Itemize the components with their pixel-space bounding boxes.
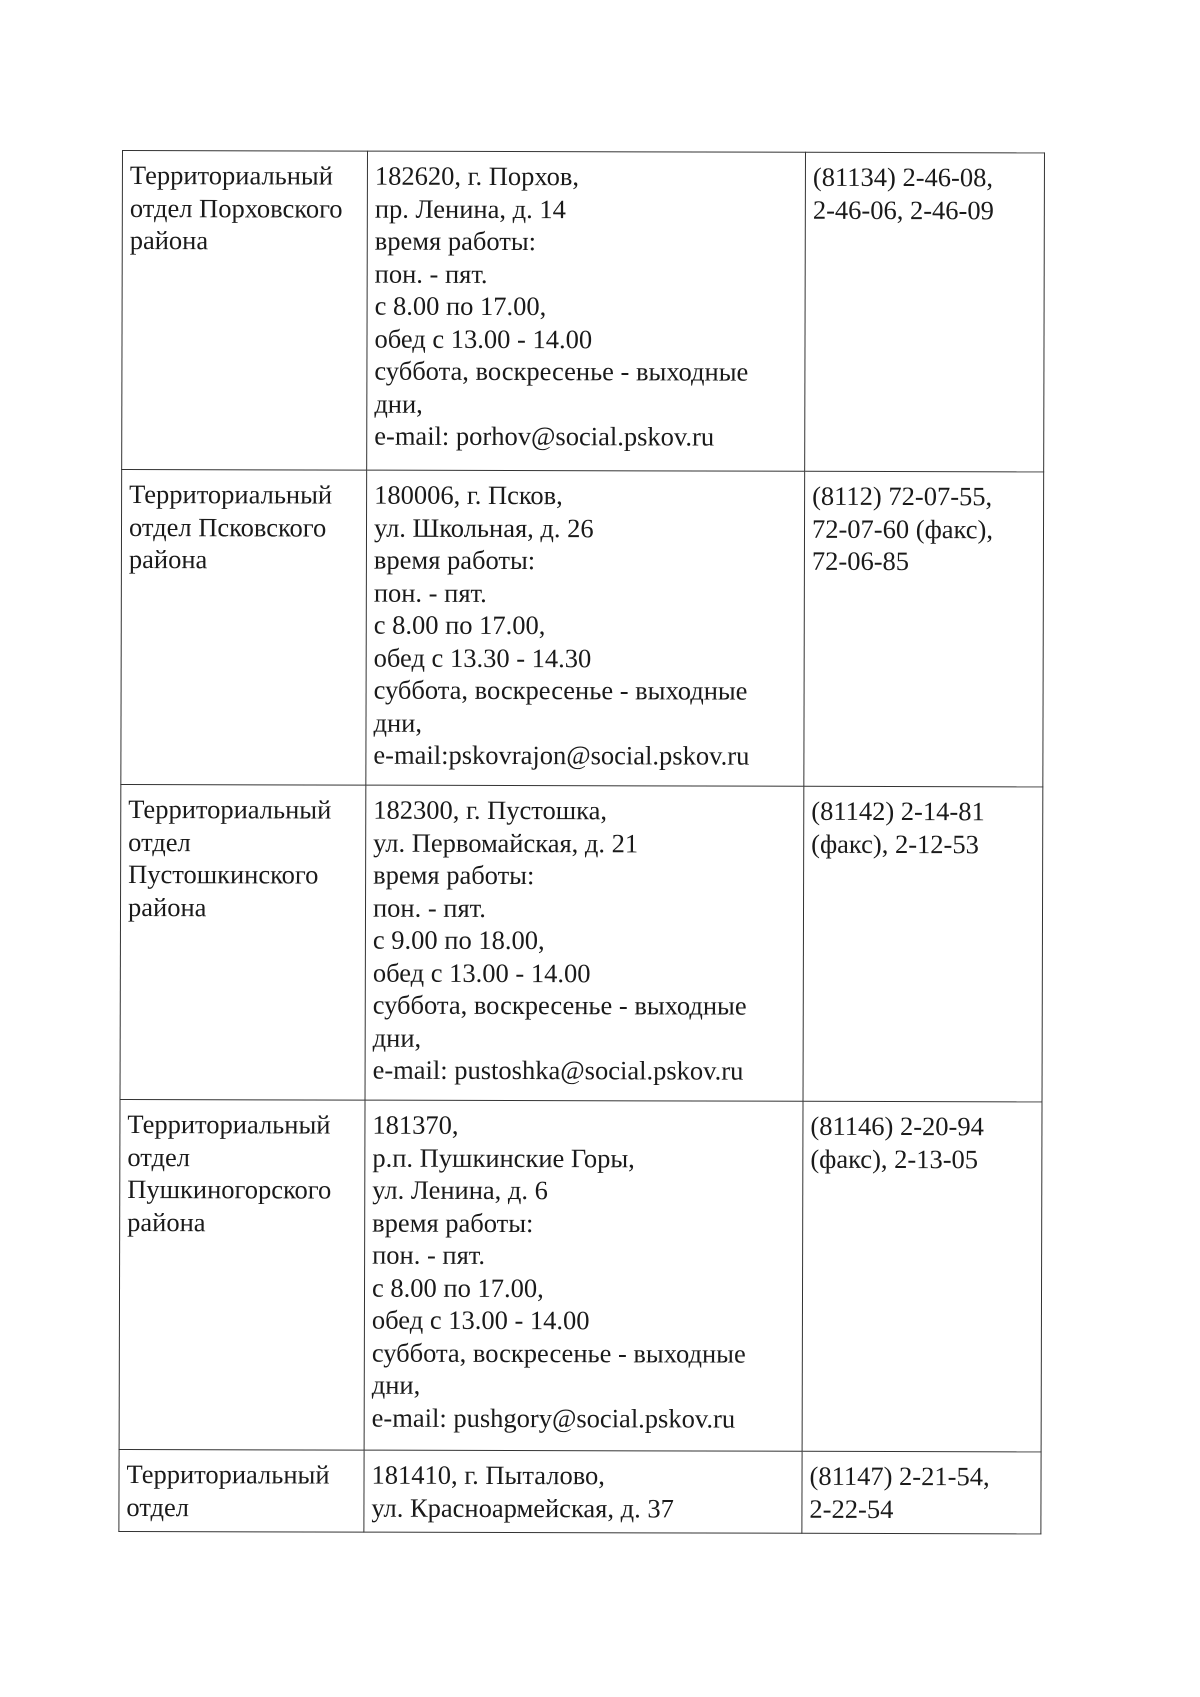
phone-line: (81134) 2-46-08, — [812, 161, 994, 193]
phone-line: 72-07-60 (факс), — [811, 513, 994, 544]
address-line: суббота, воскресенье - выходные — [373, 674, 748, 706]
office-name-line: отдел — [127, 1141, 191, 1172]
address-line: обед с 13.00 - 14.00 — [371, 1304, 590, 1336]
office-name-line: Пушкиногорского — [127, 1174, 332, 1205]
office-name-cell — [119, 1449, 364, 1532]
address-line: обед с 13.00 - 14.00 — [372, 957, 591, 988]
table-row — [119, 1449, 1041, 1533]
office-name-line: отдел — [126, 1491, 190, 1522]
address-line: пон. - пят. — [372, 1239, 486, 1270]
office-phone-cell — [803, 786, 1043, 1102]
phone-line: (81147) 2-21-54, — [809, 1460, 990, 1492]
phone-line: 2-22-54 — [809, 1493, 894, 1524]
phone-line: (8112) 72-07-55, — [812, 480, 993, 512]
office-address-cell — [366, 470, 805, 786]
office-name-cell — [122, 151, 368, 471]
office-name-line: Территориальный — [129, 160, 333, 191]
address-line: 182300, г. Пустошка, — [373, 794, 608, 826]
address-line: суббота, воскресенье - выходные — [374, 355, 749, 387]
office-name-line: района — [128, 544, 208, 575]
office-name-line: Территориальный — [126, 1459, 330, 1490]
office-name-line: Пустошкинского — [128, 859, 319, 890]
address-line: пон. - пят. — [374, 258, 488, 289]
office-address-cell — [365, 785, 804, 1101]
office-name-cell — [120, 784, 366, 1100]
office-name-cell — [121, 470, 367, 786]
office-name-line: отдел — [128, 826, 191, 857]
office-name-line: района — [129, 225, 209, 256]
table-row — [119, 1099, 1042, 1451]
address-line: пон. - пят. — [373, 577, 487, 608]
address-line: время работы: — [374, 225, 537, 257]
address-line: дни, — [372, 1022, 422, 1053]
address-line: ул. Ленина, д. 6 — [372, 1174, 548, 1206]
office-address-cell — [367, 151, 806, 471]
phone-line: 2-46-06, 2-46-09 — [812, 194, 994, 225]
address-line: р.п. Пушкинские Горы, — [372, 1142, 635, 1173]
address-line: ул. Школьная, д. 26 — [373, 512, 594, 543]
address-line: дни, — [373, 707, 423, 738]
address-line: с 8.00 по 17.00, — [374, 290, 547, 322]
phone-line: (81142) 2-14-81 — [811, 795, 985, 827]
office-phone-cell — [802, 1101, 1042, 1452]
address-line: время работы: — [372, 1207, 534, 1238]
address-line: ул. Красноармейская, д. 37 — [371, 1492, 674, 1523]
email-line: e-mail: porhov@social.pskov.ru — [374, 420, 715, 452]
table-row — [120, 784, 1043, 1101]
address-line: суббота, воскресенье - выходные — [372, 989, 747, 1021]
office-name-cell — [119, 1099, 365, 1450]
office-phone-cell — [804, 471, 1044, 787]
address-line: 181410, г. Пыталово, — [371, 1459, 605, 1491]
address-line: обед с 13.00 - 14.00 — [374, 323, 593, 354]
address-line: с 8.00 по 17.00, — [373, 609, 546, 641]
office-name-line: Территориальный — [127, 1109, 331, 1140]
table-row — [121, 470, 1044, 787]
email-line: e-mail: pushgory@social.pskov.ru — [371, 1402, 736, 1434]
email-line: e-mail:pskovrajon@social.pskov.ru — [373, 739, 750, 771]
phone-line: (81146) 2-20-94 — [810, 1110, 984, 1142]
office-name-line: Территориальный — [129, 479, 333, 510]
address-line: дни, — [371, 1369, 421, 1400]
address-line: обед с 13.30 - 14.30 — [373, 642, 592, 673]
office-phone-cell — [802, 1451, 1041, 1534]
address-line: дни, — [374, 388, 423, 419]
office-address-cell — [364, 1100, 803, 1451]
table-row — [122, 151, 1045, 472]
offices-table — [118, 150, 1045, 1534]
address-line: время работы: — [373, 859, 535, 891]
office-name-line: отдел Порховского — [129, 192, 343, 224]
phone-line: (факс), 2-12-53 — [811, 828, 979, 859]
address-line: время работы: — [373, 544, 536, 576]
office-name-line: района — [127, 1206, 206, 1237]
address-line: с 8.00 по 17.00, — [371, 1272, 544, 1303]
email-line: e-mail: pustoshka@social.pskov.ru — [372, 1054, 744, 1086]
office-phone-cell — [805, 152, 1045, 472]
office-name-line: Территориальный — [128, 794, 332, 825]
office-name-line: района — [127, 891, 207, 922]
phone-line: (факс), 2-13-05 — [810, 1143, 979, 1174]
address-line: с 9.00 по 18.00, — [372, 924, 545, 956]
address-line: суббота, воскресенье - выходные — [371, 1337, 746, 1369]
office-name-line: отдел Псковского — [128, 511, 327, 543]
address-line: 182620, г. Порхов, — [374, 160, 580, 192]
address-line: 181370, — [372, 1109, 459, 1140]
address-line: 180006, г. Псков, — [374, 479, 563, 511]
address-line: пр. Ленина, д. 14 — [374, 193, 566, 224]
address-line: ул. Первомайская, д. 21 — [373, 827, 639, 858]
office-address-cell — [364, 1450, 802, 1533]
phone-line: 72-06-85 — [811, 545, 910, 577]
address-line: пон. - пят. — [372, 892, 486, 923]
